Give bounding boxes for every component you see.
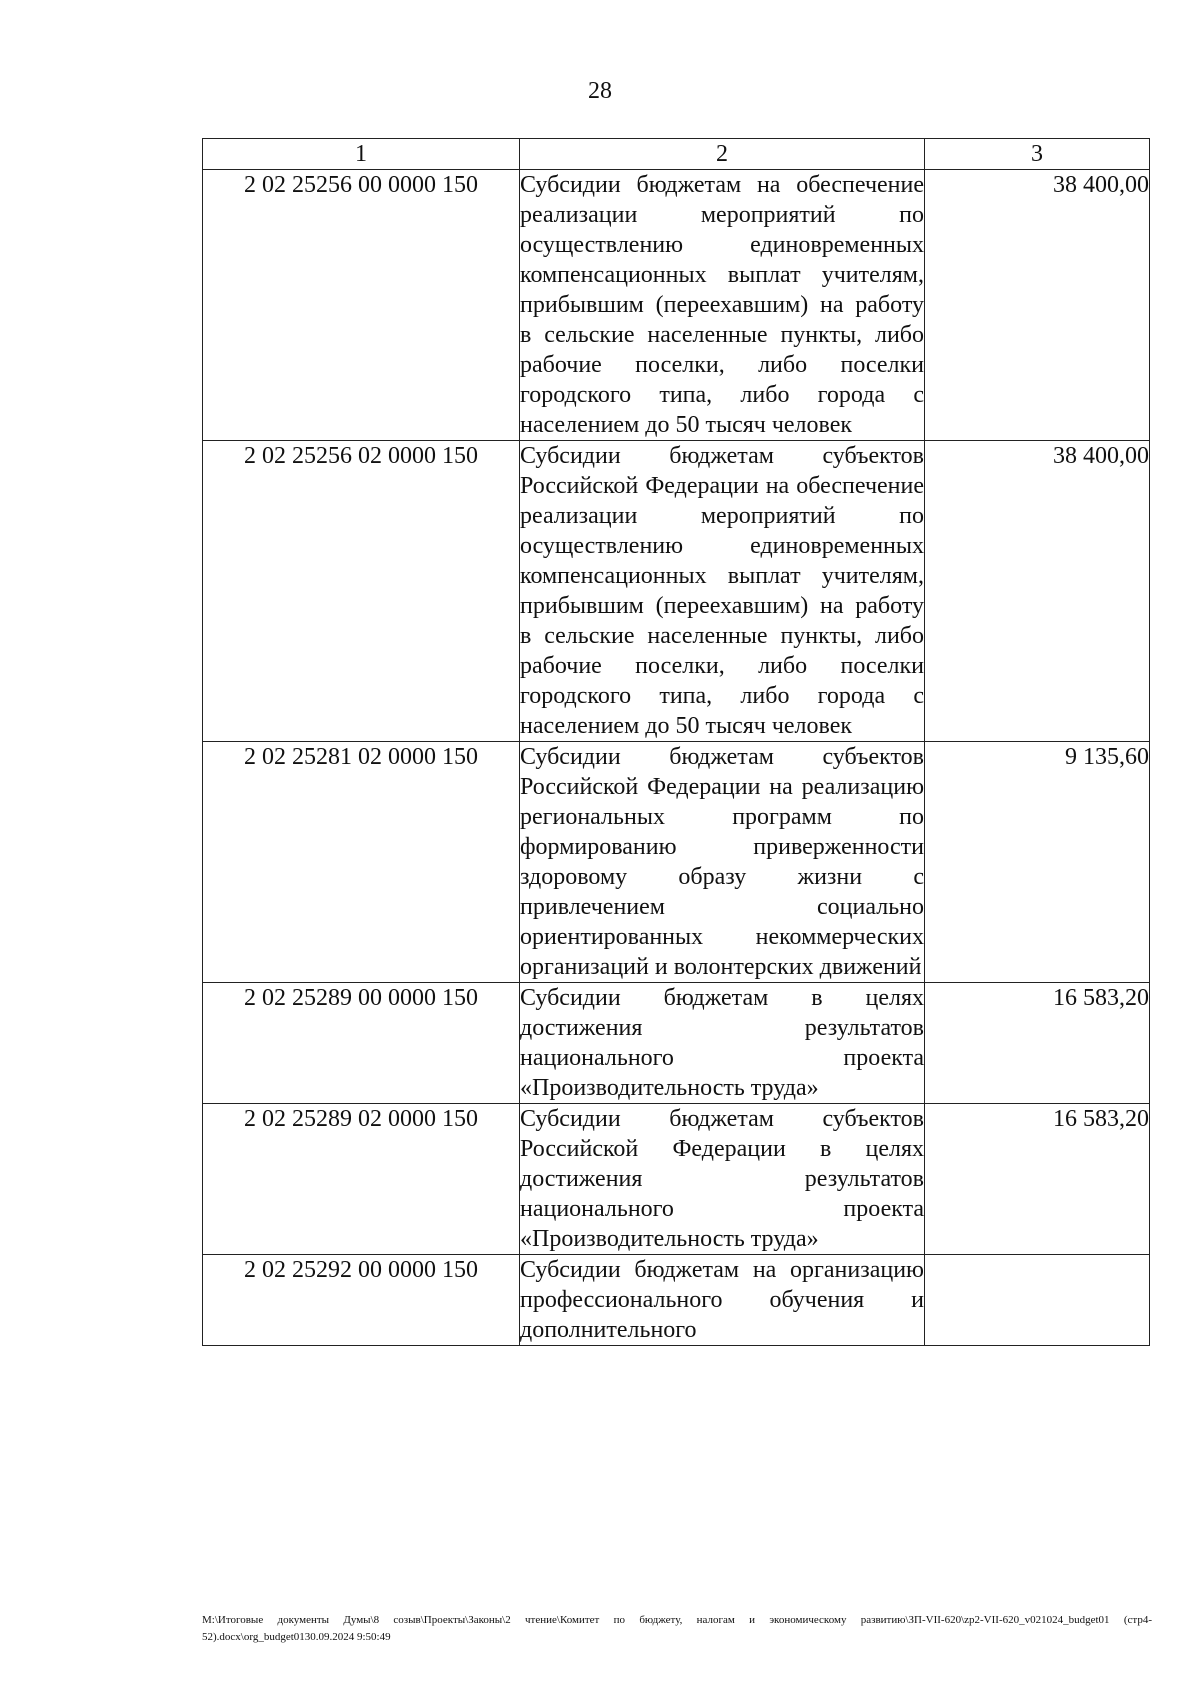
description-text: Субсидии бюджетам субъектов Российской Федерации в целях достижения результатов национального проекта «Производительность труда» bbox=[520, 1106, 924, 1252]
description-cell bbox=[520, 742, 925, 983]
amount-cell: 16 583,20 bbox=[925, 1104, 1150, 1255]
column-header-1: 1 bbox=[203, 139, 520, 170]
budget-table bbox=[202, 138, 1150, 1346]
column-header-3: 3 bbox=[925, 139, 1150, 170]
table-row bbox=[203, 983, 1150, 1104]
budget-code-cell: 2 02 25289 00 0000 150 bbox=[203, 983, 520, 1104]
description-text: Субсидии бюджетам субъектов Российской Федерации на обеспечение реализации мероприятий по осуществлению единовременных компенсационных выплат учителям, прибывшим (переехавшим) на работу в сельские населенные пункты, либо рабочие поселки, либо поселки городского типа, либо города с населением до 50 тысяч человек bbox=[520, 443, 924, 739]
description-text: Субсидии бюджетам на организацию профессионального обучения и дополнительного bbox=[520, 1257, 924, 1343]
column-header-2: 2 bbox=[520, 139, 925, 170]
table-header-row bbox=[203, 139, 1150, 170]
table-row bbox=[203, 742, 1150, 983]
amount-cell bbox=[925, 1255, 1150, 1346]
description-cell bbox=[520, 170, 925, 441]
description-text: Субсидии бюджетам в целях достижения результатов национального проекта «Производительность труда» bbox=[520, 985, 924, 1101]
budget-code-cell: 2 02 25281 02 0000 150 bbox=[203, 742, 520, 983]
table-row bbox=[203, 1255, 1150, 1346]
description-cell bbox=[520, 441, 925, 742]
table-row bbox=[203, 441, 1150, 742]
budget-code-cell: 2 02 25256 00 0000 150 bbox=[203, 170, 520, 441]
description-text: Субсидии бюджетам субъектов Российской Федерации на реализацию региональных программ по формированию приверженности здоровому образу жизни с привлечением социально ориентированных некоммерческих организаций и волонтерских движений bbox=[520, 744, 924, 980]
description-cell bbox=[520, 983, 925, 1104]
budget-code-cell: 2 02 25292 00 0000 150 bbox=[203, 1255, 520, 1346]
description-cell bbox=[520, 1255, 925, 1346]
amount-cell: 38 400,00 bbox=[925, 441, 1150, 742]
page-number: 28 bbox=[588, 78, 612, 104]
table-row bbox=[203, 170, 1150, 441]
amount-cell: 16 583,20 bbox=[925, 983, 1150, 1104]
budget-code-cell: 2 02 25289 02 0000 150 bbox=[203, 1104, 520, 1255]
footer-file-path: М:\Итоговые документы Думы\8 созыв\Проекты\Законы\2 чтение\Комитет по бюджету, налогам и экономическому развитию\ЗП-VII-620\zp2-VII-620_v021024_budget01 (стр4-52).docx\org_budget0130.09.2024 9:50:49 bbox=[202, 1614, 1152, 1643]
amount-cell: 38 400,00 bbox=[925, 170, 1150, 441]
description-cell bbox=[520, 1104, 925, 1255]
amount-cell: 9 135,60 bbox=[925, 742, 1150, 983]
budget-code-cell: 2 02 25256 02 0000 150 bbox=[203, 441, 520, 742]
description-text: Субсидии бюджетам на обеспечение реализации мероприятий по осуществлению единовременных компенсационных выплат учителям, прибывшим (переехавшим) на работу в сельские населенные пункты, либо рабочие поселки, либо поселки городского типа, либо города с населением до 50 тысяч человек bbox=[520, 172, 924, 438]
table-row bbox=[203, 1104, 1150, 1255]
